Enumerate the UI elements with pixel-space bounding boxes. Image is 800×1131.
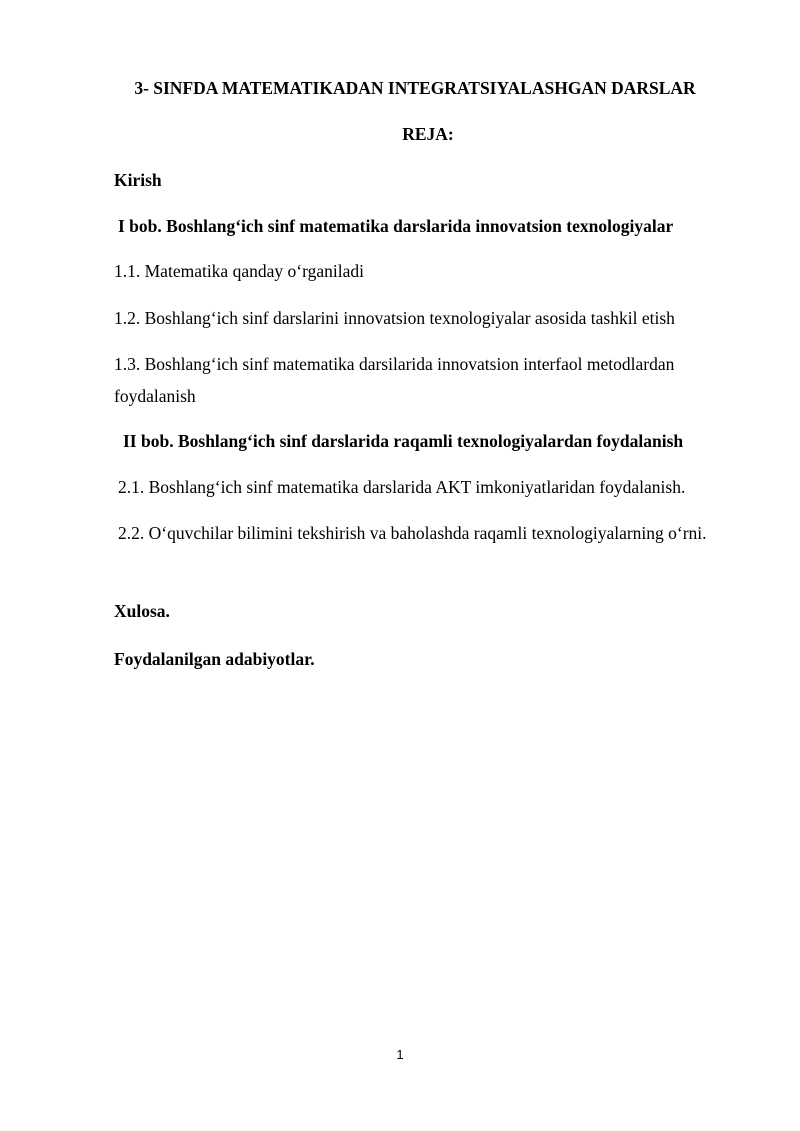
- intro-heading: Kirish: [114, 170, 162, 190]
- plan-heading: REJA:: [402, 124, 454, 144]
- chapter1-item-2: 1.2. Boshlang‘ich sinf darslarini innovatsion texnologiyalar asosida tashkil etish: [114, 308, 675, 328]
- chapter1-item-1: 1.1. Matematika qanday o‘rganiladi: [114, 261, 364, 281]
- page-number: 1: [396, 1047, 404, 1062]
- chapter2-item-2: 2.2. O‘quvchilar bilimini tekshirish va baholashda raqamli texnologiyalarning o‘rni.: [118, 523, 707, 543]
- document-title: 3- SINFDA MATEMATIKADAN INTEGRATSIYALASHGAN DARSLAR: [134, 78, 696, 98]
- conclusion-heading: Xulosa.: [114, 601, 170, 621]
- chapter1-item-3: 1.3. Boshlang‘ich sinf matematika darsilarida innovatsion interfaol metodlardan foydalanish: [114, 354, 675, 406]
- chapter1-heading: I bob. Boshlang‘ich sinf matematika darslarida innovatsion texnologiyalar: [118, 216, 674, 236]
- chapter2-heading: II bob. Boshlang‘ich sinf darslarida raqamli texnologiyalardan foydalanish: [123, 431, 684, 451]
- chapter2-item-1: 2.1. Boshlang‘ich sinf matematika darslarida AKT imkoniyatlaridan foydalanish.: [118, 477, 686, 497]
- references-heading: Foydalanilgan adabiyotlar.: [114, 649, 315, 669]
